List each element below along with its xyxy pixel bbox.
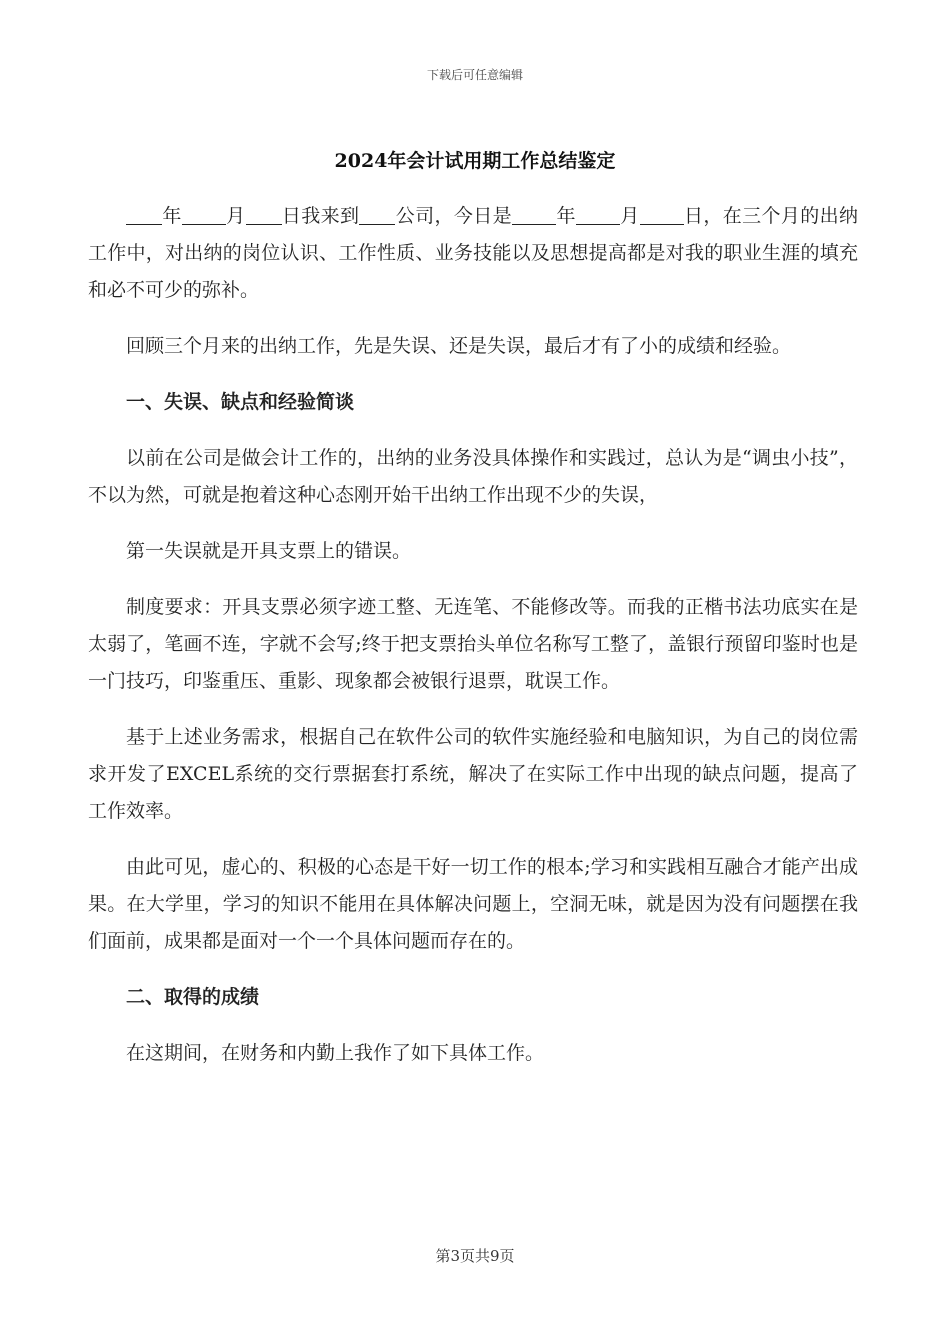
blank-field[interactable] bbox=[576, 205, 620, 225]
section-heading: 二、取得的成绩 bbox=[126, 986, 260, 1008]
intro-paragraph: 年 月 日我来到 公司，今日是 年 月 日，在三个月的出纳工作中，对出纳的岗位认识、工作性质、业务技能以及思想提高都是对我的职业生涯的填充和必不可少的弥补。 bbox=[88, 205, 858, 301]
blank-field[interactable] bbox=[512, 205, 556, 225]
paragraph: 制度要求：开具支票必须字迹工整、无连笔、不能修改等。而我的正楷书法功底实在是太弱了，笔画不连，字就不会写;终于把支票抬头单位名称写工整了，盖银行预留印鉴时也是一门技巧，印鉴重压、重影、现象都会被银行退票，耽误工作。 bbox=[88, 596, 858, 692]
paragraph: 第一失误就是开具支票上的错误。 bbox=[126, 540, 412, 562]
blank-field[interactable] bbox=[246, 205, 282, 225]
paragraph: 在这期间，在财务和内勤上我作了如下具体工作。 bbox=[126, 1042, 545, 1064]
paragraph: 基于上述业务需求，根据自己在软件公司的软件实施经验和电脑知识，为自己的岗位需求开发了EXCEL系统的交行票据套打系统，解决了在实际工作中出现的缺点问题，提高了工作效率。 bbox=[88, 726, 858, 822]
page-header: 下载后可任意编辑 bbox=[426, 68, 523, 82]
blank-field[interactable] bbox=[126, 205, 162, 225]
document-title: 2024年会计试用期工作总结鉴定 bbox=[334, 150, 616, 172]
blank-field[interactable] bbox=[182, 205, 226, 225]
page-footer: 第3页共9页 bbox=[435, 1247, 515, 1265]
paragraph: 由此可见，虚心的、积极的心态是干好一切工作的根本;学习和实践相互融合才能产出成果。在大学里，学习的知识不能用在具体解决问题上，空洞无味，就是因为没有问题摆在我们面前，成果都是面对一个一个具体问题而存在的。 bbox=[88, 856, 858, 952]
blank-field[interactable] bbox=[640, 205, 684, 225]
document-body bbox=[88, 198, 858, 1091]
blank-field[interactable] bbox=[359, 205, 395, 225]
paragraph: 以前在公司是做会计工作的，出纳的业务没具体操作和实践过，总认为是“调虫小技”，不以为然，可就是抱着这种心态刚开始干出纳工作出现不少的失误， bbox=[88, 447, 858, 506]
paragraph: 回顾三个月来的出纳工作，先是失误、还是失误，最后才有了小的成绩和经验。 bbox=[126, 335, 792, 357]
section-heading: 一、失误、缺点和经验简谈 bbox=[126, 391, 355, 413]
